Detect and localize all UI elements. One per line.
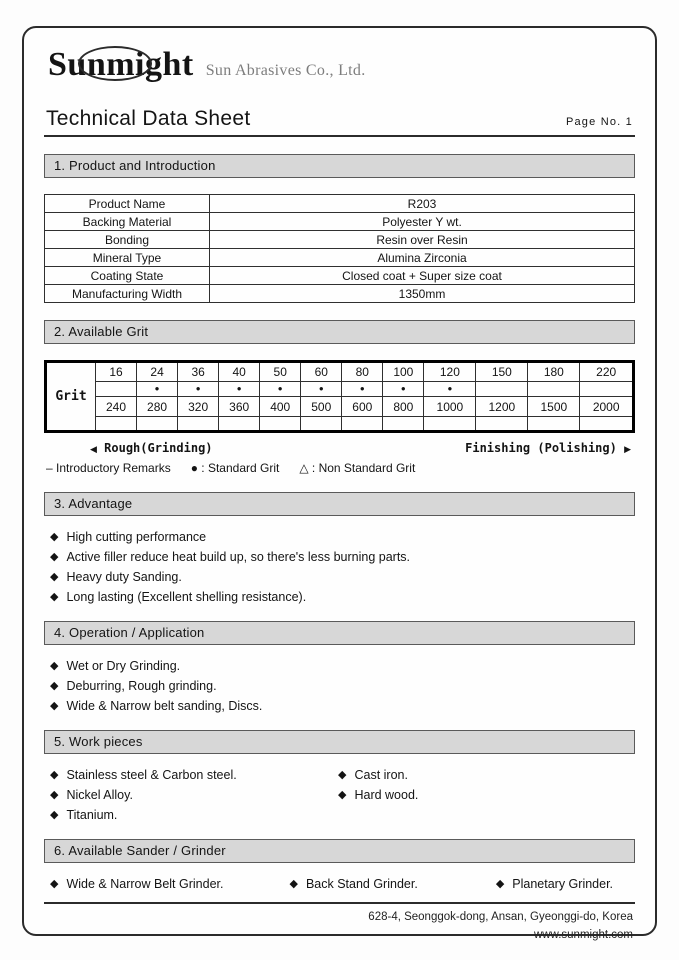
- title-row: [44, 107, 635, 137]
- product-field-value: R203: [210, 195, 635, 213]
- list-item-label: Cast iron.: [354, 768, 408, 783]
- diamond-icon: ◆: [50, 788, 59, 801]
- list-item: [50, 550, 635, 564]
- page-frame: [22, 26, 657, 942]
- grit-availability-row: [46, 417, 634, 432]
- list-item: [289, 877, 417, 891]
- grit-dot-cell: [178, 417, 219, 432]
- list-item: [50, 699, 635, 713]
- diamond-icon: ◆: [289, 877, 298, 890]
- grit-cell: 500: [301, 397, 342, 417]
- section-heading-grit: 2. Available Grit: [44, 320, 635, 344]
- grit-cell: 360: [219, 397, 260, 417]
- diamond-icon: ◆: [50, 590, 59, 603]
- grit-cell: 1500: [528, 397, 580, 417]
- list-item: [50, 570, 635, 584]
- grit-cell: 220: [580, 362, 634, 382]
- grit-dot-cell: [301, 417, 342, 432]
- grit-availability-row: [46, 382, 634, 397]
- grit-cell: 280: [137, 397, 178, 417]
- grit-dot-cell: ●: [424, 382, 476, 397]
- left-arrow-icon: ◀: [90, 445, 97, 456]
- diamond-icon: ◆: [338, 768, 347, 781]
- list-item: [50, 768, 338, 782]
- table-row: [45, 267, 635, 285]
- grit-cell: 80: [342, 362, 383, 382]
- remarks-standard-grit: ● : Standard Grit: [190, 461, 280, 476]
- diamond-icon: ◆: [495, 877, 505, 890]
- grit-dot-cell: [96, 417, 137, 432]
- grit-dot-cell: [96, 382, 137, 397]
- product-field-label: Backing Material: [45, 213, 210, 231]
- header: [44, 46, 635, 83]
- grit-cell: 1200: [476, 397, 528, 417]
- diamond-icon: ◆: [50, 679, 59, 692]
- operation-list: [44, 659, 635, 713]
- grit-dot-cell: ●: [383, 382, 424, 397]
- list-item-label: Titanium.: [66, 808, 118, 823]
- grit-cell: 24: [137, 362, 178, 382]
- remarks-intro: – Introductory Remarks: [46, 461, 171, 476]
- diamond-icon: ◆: [50, 550, 59, 563]
- list-item: [50, 679, 635, 693]
- grit-dot-cell: [476, 382, 528, 397]
- list-item: [50, 659, 635, 673]
- list-item: [50, 530, 635, 544]
- list-item-label: Long lasting (Excellent shelling resistance).: [66, 590, 307, 605]
- grit-cell: 50: [260, 362, 301, 382]
- grit-dot-cell: ●: [260, 382, 301, 397]
- product-field-value: 1350mm: [210, 285, 635, 303]
- advantage-list: [44, 530, 635, 604]
- website-url: www.sunmight.com: [533, 929, 633, 942]
- list-item-label: Back Stand Grinder.: [305, 877, 418, 892]
- product-field-label: Bonding: [45, 231, 210, 249]
- diamond-icon: ◆: [50, 877, 59, 890]
- grit-dot-cell: [137, 417, 178, 432]
- grit-dot-cell: [260, 417, 301, 432]
- grit-cell: 36: [178, 362, 219, 382]
- grit-row-fine: [46, 397, 634, 417]
- product-field-label: Coating State: [45, 267, 210, 285]
- table-row: [45, 285, 635, 303]
- grit-cell: 320: [178, 397, 219, 417]
- remarks-nonstandard-grit: △ : Non Standard Grit: [299, 461, 416, 476]
- grit-row-coarse: [46, 362, 634, 382]
- table-row: [45, 249, 635, 267]
- sander-list: [44, 877, 635, 891]
- grit-notes: [44, 441, 635, 455]
- diamond-icon: ◆: [50, 659, 59, 672]
- grit-dot-cell: ●: [342, 382, 383, 397]
- product-field-label: Mineral Type: [45, 249, 210, 267]
- product-field-value: Resin over Resin: [210, 231, 635, 249]
- list-item-label: Wet or Dry Grinding.: [66, 659, 181, 674]
- logo: [48, 46, 194, 83]
- product-table: [44, 194, 635, 303]
- page-title: Technical Data Sheet: [46, 107, 251, 131]
- grit-remarks: [44, 461, 635, 475]
- list-item-label: High cutting performance: [66, 530, 207, 545]
- rough-note-label: Rough(Grinding): [104, 441, 213, 456]
- grit-cell: 40: [219, 362, 260, 382]
- table-row: [45, 231, 635, 249]
- footer: [44, 902, 635, 945]
- finishing-note-label: Finishing (Polishing): [465, 441, 617, 456]
- diamond-icon: ◆: [50, 808, 59, 821]
- list-item-label: Wide & Narrow belt sanding, Discs.: [66, 699, 263, 714]
- logo-text: Sunmight: [48, 46, 194, 83]
- grit-dot-cell: [424, 417, 476, 432]
- grit-cell: 150: [476, 362, 528, 382]
- grit-cell: 600: [342, 397, 383, 417]
- workpieces-col-2: [338, 768, 418, 822]
- grit-cell: 240: [96, 397, 137, 417]
- grit-cell: 100: [383, 362, 424, 382]
- company-address: 628-4, Seonggok-dong, Ansan, Gyeonggi-do, Korea: [368, 911, 633, 924]
- section-heading-advantage: 3. Advantage: [44, 492, 635, 516]
- table-row: [45, 195, 635, 213]
- list-item: [338, 768, 418, 782]
- list-item-label: Active filler reduce heat build up, so there's less burning parts.: [66, 550, 411, 565]
- list-item-label: Hard wood.: [354, 788, 419, 803]
- workpieces-columns: [44, 768, 635, 822]
- right-arrow-icon: ▶: [624, 445, 631, 456]
- section-heading-operation: 4. Operation / Application: [44, 621, 635, 645]
- diamond-icon: ◆: [50, 530, 59, 543]
- list-item: [50, 788, 338, 802]
- grit-dot-cell: [528, 417, 580, 432]
- diamond-icon: ◆: [50, 768, 59, 781]
- grit-cell: 1000: [424, 397, 476, 417]
- grit-dot-cell: [580, 417, 634, 432]
- product-field-value: Alumina Zirconia: [210, 249, 635, 267]
- list-item: [50, 590, 635, 604]
- section-heading-sander: 6. Available Sander / Grinder: [44, 839, 635, 863]
- list-item-label: Stainless steel & Carbon steel.: [66, 768, 237, 783]
- grit-dot-cell: [476, 417, 528, 432]
- product-field-label: Manufacturing Width: [45, 285, 210, 303]
- product-field-value: Polyester Y wt.: [210, 213, 635, 231]
- list-item-label: Heavy duty Sanding.: [66, 570, 182, 585]
- diamond-icon: ◆: [50, 699, 59, 712]
- rough-note: [90, 441, 213, 455]
- grit-cell: 2000: [580, 397, 634, 417]
- section-heading-workpieces: 5. Work pieces: [44, 730, 635, 754]
- diamond-icon: ◆: [338, 788, 347, 801]
- grit-dot-cell: ●: [219, 382, 260, 397]
- grit-cell: 400: [260, 397, 301, 417]
- grit-dot-cell: ●: [178, 382, 219, 397]
- grit-cell: 800: [383, 397, 424, 417]
- grit-table: [44, 360, 635, 433]
- list-item: [496, 877, 613, 891]
- grit-dot-cell: [219, 417, 260, 432]
- grit-dot-cell: [580, 382, 634, 397]
- company-name: Sun Abrasives Co., Ltd.: [205, 62, 366, 79]
- finishing-note: [465, 441, 631, 455]
- workpieces-col-1: [50, 768, 338, 822]
- grit-dot-cell: [528, 382, 580, 397]
- grit-dot-cell: [342, 417, 383, 432]
- list-item-label: Planetary Grinder.: [512, 877, 614, 892]
- grit-cell: 120: [424, 362, 476, 382]
- list-item: [50, 808, 338, 822]
- list-item-label: Deburring, Rough grinding.: [66, 679, 217, 694]
- grit-cell: 180: [528, 362, 580, 382]
- product-field-value: Closed coat + Super size coat: [210, 267, 635, 285]
- diamond-icon: ◆: [50, 570, 59, 583]
- list-item-label: Nickel Alloy.: [66, 788, 133, 803]
- grit-row-label: Grit: [46, 362, 96, 432]
- logo-ellipse-icon: [78, 46, 152, 81]
- section-heading-product: 1. Product and Introduction: [44, 154, 635, 178]
- grit-dot-cell: [383, 417, 424, 432]
- list-item-label: Wide & Narrow Belt Grinder.: [66, 877, 224, 892]
- grit-cell: 60: [301, 362, 342, 382]
- page-number: Page No. 1: [565, 116, 633, 129]
- list-item: [338, 788, 418, 802]
- product-field-label: Product Name: [45, 195, 210, 213]
- grit-dot-cell: ●: [301, 382, 342, 397]
- table-row: [45, 213, 635, 231]
- grit-dot-cell: ●: [137, 382, 178, 397]
- grit-cell: 16: [96, 362, 137, 382]
- list-item: [50, 877, 223, 891]
